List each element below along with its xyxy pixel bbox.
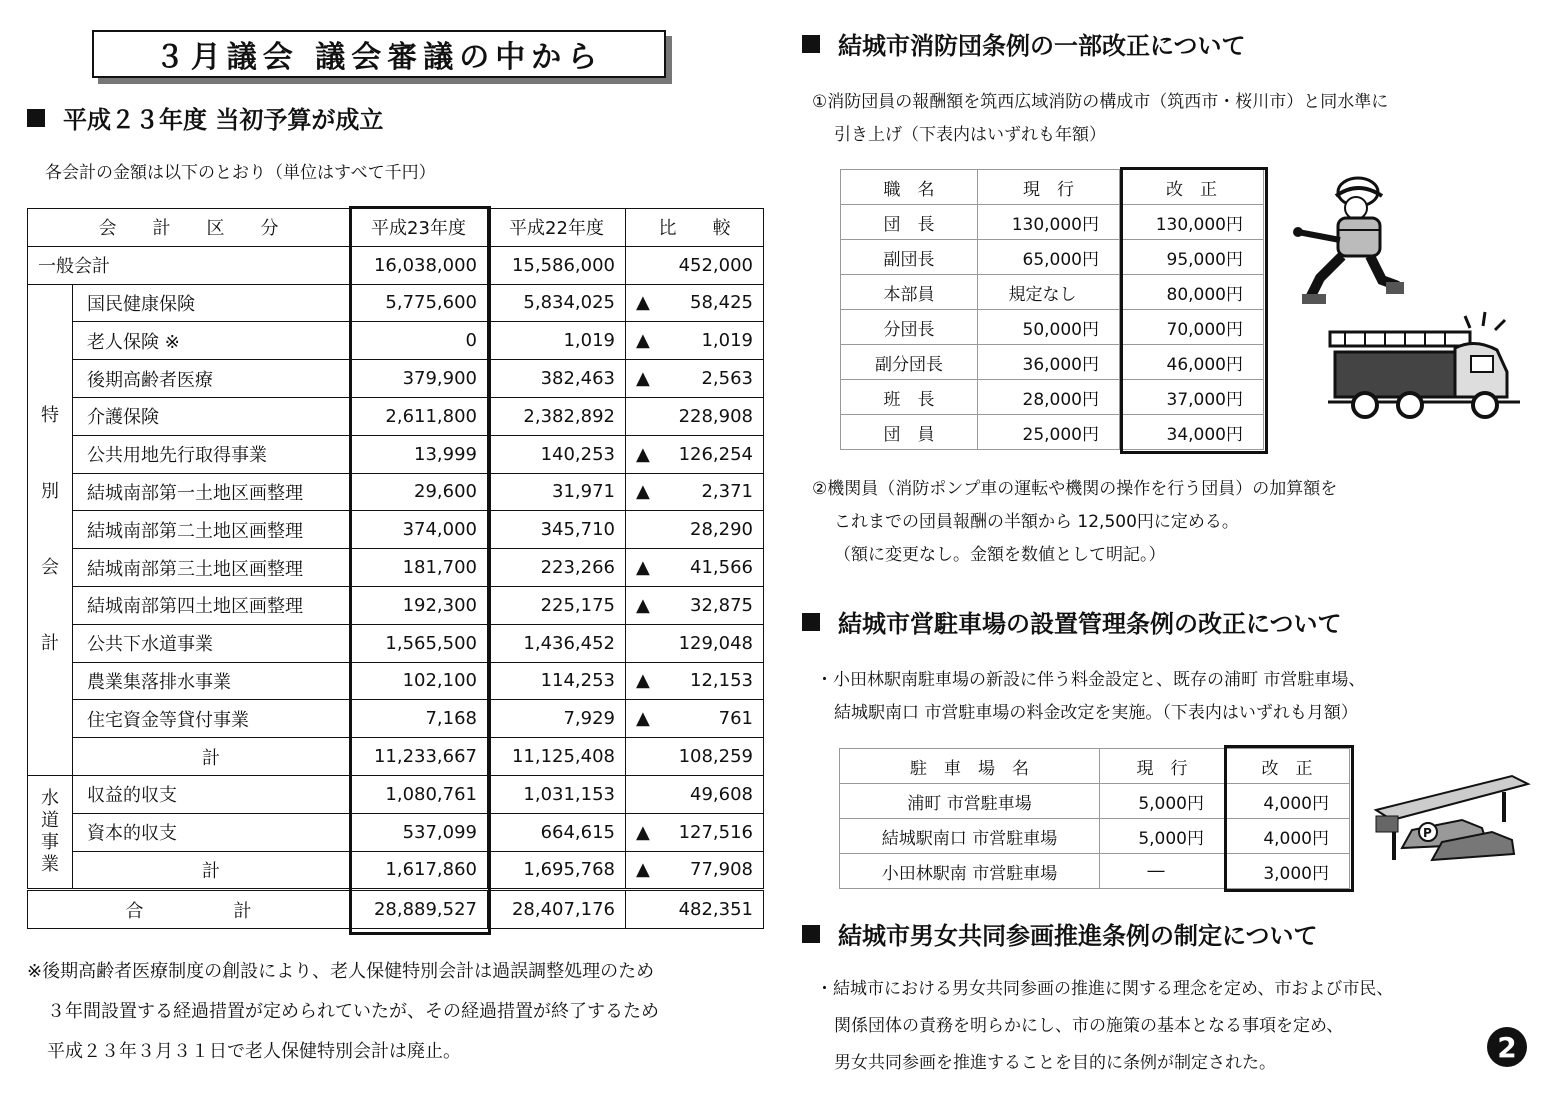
table-row (28, 775, 764, 813)
header-cell: 比 較 (626, 209, 764, 247)
diff-cell (626, 700, 764, 738)
decrease-triangle-icon: ▲ (636, 557, 650, 579)
value-cell: 29,600 (350, 473, 488, 511)
diff-value: 2,563 (701, 368, 753, 390)
equality-heading: 結城市男女共同参画推進条例の制定について (802, 916, 1318, 951)
group-label-char: 水 (41, 788, 59, 810)
row-label: 結城南部第四土地区画整理 (73, 586, 350, 624)
header-cell: 改 正 (1120, 170, 1264, 205)
diff-value: 126,254 (678, 443, 753, 465)
value-cell: 1,565,500 (350, 624, 488, 662)
row-label: 団 長 (841, 205, 978, 240)
value-cell: 3,000円 (1225, 854, 1350, 889)
value-cell: 225,175 (488, 586, 626, 624)
value-cell: 28,000円 (978, 380, 1120, 415)
value-cell: 5,000円 (1100, 819, 1225, 854)
diff-cell (626, 435, 764, 473)
diff-cell (626, 586, 764, 624)
svg-text:P: P (1423, 826, 1432, 840)
row-label: 団 員 (841, 415, 978, 450)
table-total-row (28, 890, 764, 929)
value-cell: 382,463 (488, 360, 626, 398)
diff-value: 41,566 (690, 557, 753, 579)
decrease-triangle-icon: ▲ (636, 708, 650, 730)
decrease-triangle-icon: ▲ (636, 481, 650, 503)
value-cell: 28,889,527 (350, 890, 488, 929)
value-cell: 1,031,153 (488, 775, 626, 813)
row-label: 分団長 (841, 310, 978, 345)
group-label-char: 別 (41, 480, 59, 502)
diff-value: 127,516 (678, 821, 753, 843)
header-cell: 職 名 (841, 170, 978, 205)
value-cell: 482,351 (626, 890, 764, 929)
budget-footnote (27, 952, 659, 1072)
value-cell: 31,971 (488, 473, 626, 511)
table-row (28, 473, 764, 511)
group-label-char: 特 (41, 404, 59, 426)
value-cell: 25,000円 (978, 415, 1120, 450)
value-cell: 46,000円 (1120, 345, 1264, 380)
value-cell: 7,929 (488, 700, 626, 738)
diff-value: 58,425 (690, 292, 753, 314)
value-cell: 5,834,025 (488, 284, 626, 322)
diff-value: 77,908 (690, 859, 753, 881)
group-label-char: 事 (41, 832, 59, 854)
value-cell: 37,000円 (1120, 380, 1264, 415)
table-row (28, 738, 764, 776)
value-cell: 4,000円 (1225, 819, 1350, 854)
value-cell: 65,000円 (978, 240, 1120, 275)
group-label-char: 道 (41, 810, 59, 832)
diff-value: 32,875 (690, 594, 753, 616)
row-label: 小田林駅南 市営駐車場 (840, 854, 1100, 889)
table-header-row (28, 209, 764, 247)
footnote-line: ３年間設置する経過措置が定められていたが、その経過措置が終了するため (47, 1001, 659, 1022)
diff-value: 49,608 (690, 783, 753, 805)
row-label: 一般会計 (28, 246, 350, 284)
header-cell: 改 正 (1225, 749, 1350, 784)
value-cell: 1,617,860 (350, 851, 488, 890)
budget-table (27, 208, 764, 929)
row-label: 住宅資金等貸付事業 (73, 700, 350, 738)
value-cell: 2,611,800 (350, 397, 488, 435)
parking-fee-table (839, 748, 1350, 889)
diff-cell (626, 624, 764, 662)
value-cell: 2,382,892 (488, 397, 626, 435)
table-row (28, 246, 764, 284)
row-label: 結城南部第三土地区画整理 (73, 549, 350, 587)
value-cell: 345,710 (488, 511, 626, 549)
diff-value: 108,259 (678, 746, 753, 768)
value-cell: 34,000円 (1120, 415, 1264, 450)
row-label: 合 計 (28, 890, 350, 929)
diff-cell (626, 738, 764, 776)
decrease-triangle-icon: ▲ (636, 292, 650, 314)
value-cell: 80,000円 (1120, 275, 1264, 310)
value-cell: 374,000 (350, 511, 488, 549)
decrease-triangle-icon: ▲ (636, 859, 650, 881)
value-cell: 1,019 (488, 322, 626, 360)
table-row (841, 345, 1264, 380)
value-cell: 130,000円 (1120, 205, 1264, 240)
footnote-line: 平成２３年３月３１日で老人保健特別会計は廃止。 (47, 1041, 461, 1062)
row-label: 浦町 市営駐車場 (840, 784, 1100, 819)
header-cell: 現 行 (978, 170, 1120, 205)
value-cell: 7,168 (350, 700, 488, 738)
budget-intro: 各会計の金額は以下のとおり（単位はすべて千円） (45, 163, 436, 183)
value-cell: 452,000 (626, 246, 764, 284)
equality-item: ・結城市における男女共同参画の推進に関する理念を定め、市および市民、 関係団体の責務を明らかにし、市の施策の基本となる事項を定め、 男女共同参画を推進することを目的に条例が制定された。 (816, 979, 1394, 1073)
value-cell: 664,615 (488, 813, 626, 851)
row-label: 老人保険 ※ (73, 322, 350, 360)
table-row (28, 586, 764, 624)
table-row (841, 310, 1264, 345)
table-header-row (840, 749, 1350, 784)
header-cell: 平成23年度 (350, 209, 488, 247)
table-row (28, 435, 764, 473)
value-cell: 102,100 (350, 662, 488, 700)
value-cell: 130,000円 (978, 205, 1120, 240)
table-row (28, 511, 764, 549)
parking-item: ・小田林駅南駐車場の新設に伴う料金設定と、既存の浦町 市営駐車場、 結城駅南口 市営駐車場の料金改定を実施。（下表内はいずれも月額） (816, 670, 1366, 723)
value-cell: 規定なし (978, 275, 1120, 310)
row-label: 計 (73, 738, 350, 776)
row-label: 副団長 (841, 240, 978, 275)
footnote-line: ※後期高齢者医療制度の創設により、老人保健特別会計は過誤調整処理のため (27, 961, 655, 982)
decrease-triangle-icon: ▲ (636, 821, 650, 843)
decrease-triangle-icon: ▲ (636, 670, 650, 692)
fire-heading: 結城市消防団条例の一部改正について (802, 26, 1246, 61)
row-label: 資本的収支 (73, 813, 350, 851)
table-row (841, 240, 1264, 275)
table-row (28, 624, 764, 662)
value-cell: 223,266 (488, 549, 626, 587)
table-header-row (841, 170, 1264, 205)
diff-value: 1,019 (701, 330, 753, 352)
row-label: 公共下水道事業 (73, 624, 350, 662)
row-label: 農業集落排水事業 (73, 662, 350, 700)
parking-garage-illustration (1372, 770, 1532, 870)
diff-cell (626, 511, 764, 549)
diff-value: 761 (718, 708, 753, 730)
table-row (28, 549, 764, 587)
diff-cell (626, 322, 764, 360)
row-label: 計 (73, 851, 350, 890)
table-row (28, 322, 764, 360)
diff-cell (626, 662, 764, 700)
square-bullet-icon (802, 613, 820, 631)
square-bullet-icon (802, 925, 820, 943)
table-row (28, 360, 764, 398)
diff-cell (626, 397, 764, 435)
row-label: 後期高齢者医療 (73, 360, 350, 398)
group-label-char: 計 (41, 632, 59, 654)
header-cell: 平成22年度 (488, 209, 626, 247)
row-label: 結城南部第二土地区画整理 (73, 511, 350, 549)
page-number-badge: 2 (1487, 1027, 1527, 1067)
square-bullet-icon (27, 109, 45, 127)
group-label (28, 284, 73, 775)
table-row (28, 662, 764, 700)
value-cell: 11,125,408 (488, 738, 626, 776)
table-row (28, 700, 764, 738)
decrease-triangle-icon: ▲ (636, 594, 650, 616)
row-label: 班 長 (841, 380, 978, 415)
table-row (840, 854, 1350, 889)
diff-cell (626, 813, 764, 851)
value-cell: 70,000円 (1120, 310, 1264, 345)
value-cell: 11,233,667 (350, 738, 488, 776)
value-cell: 1,080,761 (350, 775, 488, 813)
row-label: 国民健康保険 (73, 284, 350, 322)
value-cell: 5,000円 (1100, 784, 1225, 819)
diff-value: 129,048 (678, 632, 753, 654)
table-row (28, 284, 764, 322)
page-banner: ３月議会 議会審議の中から (92, 30, 666, 78)
header-cell: 駐 車 場 名 (840, 749, 1100, 784)
row-label: 結城南部第一土地区画整理 (73, 473, 350, 511)
fire-truck-illustration (1325, 310, 1525, 420)
row-label: 収益的収支 (73, 775, 350, 813)
value-cell: 36,000円 (978, 345, 1120, 380)
value-cell: 95,000円 (1120, 240, 1264, 275)
value-cell: 15,586,000 (488, 246, 626, 284)
value-cell: 192,300 (350, 586, 488, 624)
fire-item1: ①消防団員の報酬額を筑西広域消防の構成市（筑西市・桜川市）と同水準に 引き上げ（下表内はいずれも年額） (812, 92, 1389, 145)
diff-cell (626, 549, 764, 587)
decrease-triangle-icon: ▲ (636, 443, 650, 465)
fire-pay-table (840, 169, 1264, 450)
diff-value: 2,371 (701, 481, 753, 503)
diff-value: 28,290 (690, 519, 753, 541)
diff-cell (626, 851, 764, 890)
diff-value: 12,153 (690, 670, 753, 692)
header-cell: 現 行 (1100, 749, 1225, 784)
value-cell: 5,775,600 (350, 284, 488, 322)
value-cell: 1,436,452 (488, 624, 626, 662)
group-label-char: 業 (41, 854, 59, 876)
row-label: 公共用地先行取得事業 (73, 435, 350, 473)
diff-cell (626, 360, 764, 398)
value-cell: 16,038,000 (350, 246, 488, 284)
table-row (840, 819, 1350, 854)
table-row (841, 415, 1264, 450)
decrease-triangle-icon: ▲ (636, 368, 650, 390)
value-cell: 1,695,768 (488, 851, 626, 890)
value-cell: ― (1100, 854, 1225, 889)
table-row (841, 205, 1264, 240)
group-label (28, 775, 73, 889)
row-label: 本部員 (841, 275, 978, 310)
row-label: 副分団長 (841, 345, 978, 380)
value-cell: 50,000円 (978, 310, 1120, 345)
table-row (840, 784, 1350, 819)
budget-heading: 平成２３年度 当初予算が成立 (27, 100, 383, 135)
value-cell: 28,407,176 (488, 890, 626, 929)
row-label: 結城駅南口 市営駐車場 (840, 819, 1100, 854)
decrease-triangle-icon: ▲ (636, 330, 650, 352)
square-bullet-icon (802, 35, 820, 53)
diff-value: 228,908 (678, 405, 753, 427)
table-row (28, 851, 764, 890)
row-label: 介護保険 (73, 397, 350, 435)
value-cell: 379,900 (350, 360, 488, 398)
table-row (841, 380, 1264, 415)
value-cell: 181,700 (350, 549, 488, 587)
firefighter-illustration (1290, 170, 1410, 310)
value-cell: 13,999 (350, 435, 488, 473)
value-cell: 4,000円 (1225, 784, 1350, 819)
value-cell: 537,099 (350, 813, 488, 851)
value-cell: 140,253 (488, 435, 626, 473)
parking-heading: 結城市営駐車場の設置管理条例の改正について (802, 604, 1342, 639)
value-cell: 0 (350, 322, 488, 360)
header-cell: 会 計 区 分 (28, 209, 350, 247)
table-row (28, 397, 764, 435)
diff-cell (626, 775, 764, 813)
diff-cell (626, 284, 764, 322)
table-row (28, 813, 764, 851)
diff-cell (626, 473, 764, 511)
table-row (841, 275, 1264, 310)
value-cell: 114,253 (488, 662, 626, 700)
group-label-char: 会 (41, 556, 59, 578)
fire-item2: ②機関員（消防ポンプ車の運転や機関の操作を行う団員）の加算額を これまでの団員報酬の半額から 12,500円に定める。 （額に変更なし。金額を数値として明記。） (812, 479, 1338, 565)
